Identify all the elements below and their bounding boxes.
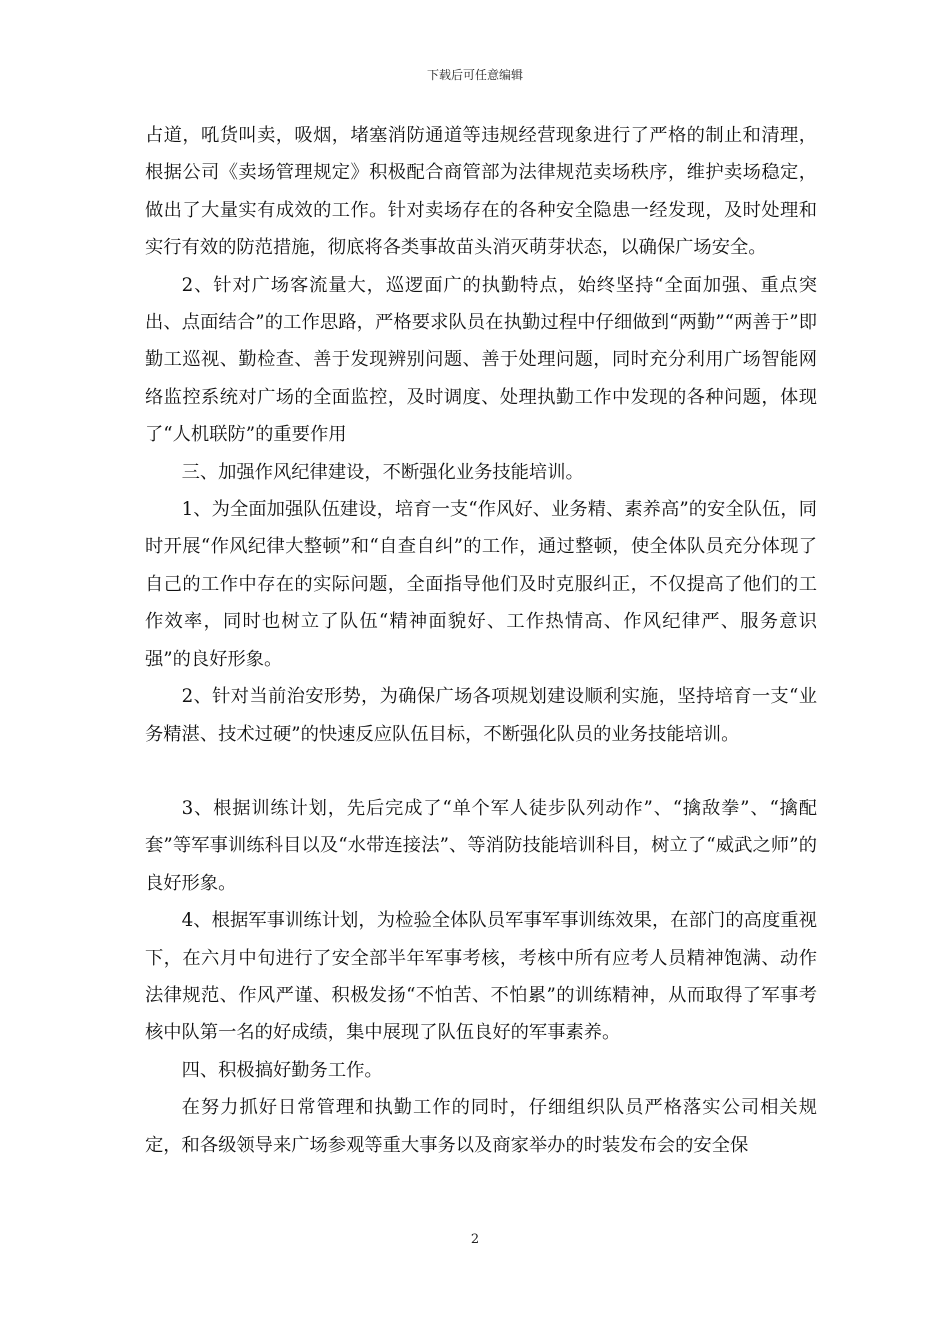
paragraph-item-4: 4、根据军事训练计划，为检验全体队员军事军事训练效果，在部门的高度重视下，在六月中旬进行了安全部半年军事考核，考核中所有应考人员精神饱满、动作法律规范、作风严谨、积极发扬“不怕苦、不怕累”的训练精神，从而取得了军事考核中队第一名的好成绩，集中展现了队伍良好的军事素养。 [145,910,817,1044]
document-body [145,117,817,1164]
section-heading-3: 三、加强作风纪律建设，不断强化业务技能培训。 [181,461,584,483]
page-header: 下载后可任意编辑 [426,68,523,82]
section-heading-4: 四、积极搞好勤务工作。 [181,1059,383,1081]
paragraph-item-2: 2、针对广场客流量大，巡逻面广的执勤特点，始终坚持“全面加强、重点突出、点面结合”的工作思路，严格要求队员在执勤过程中仔细做到“两勤”“两善于”即勤工巡视、勤检查、善于发现辨别问题、善于处理问题，同时充分利用广场智能网络监控系统对广场的全面监控，及时调度、处理执勤工作中发现的各种问题，体现了“人机联防”的重要作用 [145,274,817,446]
page-number: 2 [470,1232,480,1247]
paragraph-item-1: 1、为全面加强队伍建设，培育一支“作风好、业务精、素养高”的安全队伍，同时开展“作风纪律大整顿”和“自查自纠”的工作，通过整顿，使全体队员充分体现了自己的工作中存在的实际问题，全面指导他们及时克服纠正，不仅提高了他们的工作效率，同时也树立了队伍“精神面貌好、工作热情高、作风纪律严、服务意识强”的良好形象。 [145,499,817,670]
paragraph-duty-work: 在努力抓好日常管理和执勤工作的同时，仔细组织队员严格落实公司相关规定，和各级领导来广场参观等重大事务以及商家举办的时装发布会的安全保 [145,1097,817,1156]
paragraph-item-2b: 2、针对当前治安形势，为确保广场各项规划建设顺利实施，坚持培育一支“业务精湛、技术过硬”的快速反应队伍目标，不断强化队员的业务技能培训。 [145,686,817,745]
paragraph-item-3: 3、根据训练计划，先后完成了“单个军人徒步队列动作”、“擒敌拳”、“擒配套”等军事训练科目以及“水带连接法”、等消防技能培训科目，树立了“威武之师”的良好形象。 [145,797,817,894]
paragraph-continuation: 占道，吼货叫卖，吸烟，堵塞消防通道等违规经营现象进行了严格的制止和清理，根据公司《卖场管理规定》积极配合商管部为法律规范卖场秩序，维护卖场稳定，做出了大量实有成效的工作。针对卖场存在的各种安全隐患一经发现，及时处理和实行有效的防范措施，彻底将各类事故苗头消灭萌芽状态，以确保广场安全。 [145,125,817,259]
